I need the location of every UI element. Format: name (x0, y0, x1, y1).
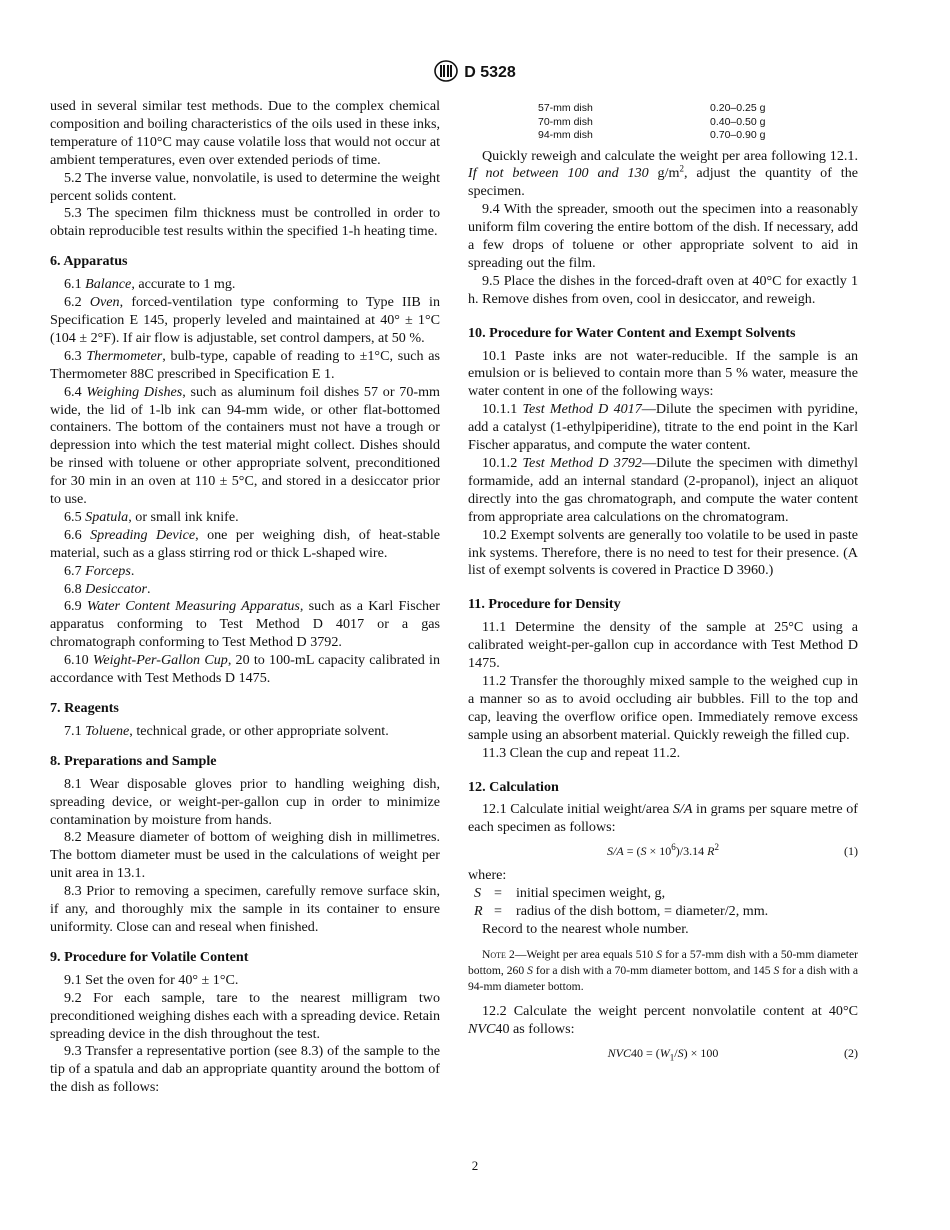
definition-s: S = initial specimen weight, g, (474, 885, 666, 902)
section-12-1: 12.1 Calculate initial weight/area S/A in grams per square metre of each specimen as follows: (468, 801, 858, 836)
section-9-3-continued: Quickly reweigh and calculate the weight per area following 12.1. If not between 100 and 130 $g/m^2$, adjust the quantity of the specimen. (468, 147, 858, 200)
section-5-2: 5.2 The inverse value, nonvolatile, is used to determine the weight percent solids content. (50, 169, 440, 204)
section-6-3: 6.3 Thermometer, bulb-type, capable of reading to ±1°C, such as Thermometer 88C prescribed in Specification E 1. (50, 347, 440, 382)
equation-2: $NVC40 = (W_1/S) \times 100$ (2) (607, 1045, 858, 1062)
section-10-1-1: 10.1.1 Test Method D 4017—Dilute the specimen with pyridine, add a catalyst (1-ethylpiperidine), titrate to the end point in the Karl Fischer apparatus, and compute the water content. (468, 401, 858, 454)
section-6-4: 6.4 Weighing Dishes, such as aluminum foil dishes 57 or 70-mm wide, the lid of 1-lb ink can 94-mm wide, or other flat-bottomed containers. The bottom of the containers must not have a trough or depression into which the test material might collect. Dishes should be rinsed with toluene or other appropriate solvent, preconditioned for 30 min in an oven at 110 ± 5°C, and stored in a desiccator prior to use. (50, 383, 441, 508)
section-6-9: 6.9 Water Content Measuring Apparatus, such as a Karl Fischer apparatus conforming to Test Method D 4017 or a gas chromatograph conforming to Test Method D 3792. (50, 598, 440, 651)
section-6-1: 6.1 Balance, accurate to 1 mg. (64, 276, 236, 293)
equation-number: (2) (844, 1045, 858, 1060)
section-9-4: 9.4 With the spreader, smooth out the specimen into a reasonably uniform film covering the entire bottom of the dish. If necessary, add a few drops of toluene or other appropriate solvent to aid in spreading out the film. (468, 201, 858, 271)
heading-volatile-content: 9. Procedure for Volatile Content (50, 948, 249, 965)
table-row: 94-mm dish 0.70–0.90 g (538, 129, 766, 141)
section-11-3: 11.3 Clean the cup and repeat 11.2. (482, 744, 681, 761)
section-6-10: 6.10 Weight-Per-Gallon Cup, 20 to 100-mL capacity calibrated in accordance with Test Methods D 1475. (50, 652, 440, 687)
record-instruction: Record to the nearest whole number. (482, 920, 689, 937)
section-6-6: 6.6 Spreading Device, one per weighing dish, of heat-stable material, such as a glass stirring rod or thick L-shaped wire. (50, 526, 441, 561)
section-11-2: 11.2 Transfer the thoroughly mixed sample to the weighed cup in a manner so as to avoid occluding air bubbles. Fill to the top and cap, leaving the overflow orifice open. Immediately remove excess sample using an absorbent material. Quickly reweigh the filled cup. (468, 672, 858, 743)
heading-reagents: 7. Reagents (50, 700, 119, 716)
section-12-2: 12.2 Calculate the weight percent nonvolatile content at 40°C NVC40 as follows: (468, 1002, 858, 1037)
heading-preparations: 8. Preparations and Sample (50, 752, 217, 769)
section-7-1: 7.1 Toluene, technical grade, or other appropriate solvent. (64, 722, 389, 739)
section-6-5: 6.5 Spatula, or small ink knife. (64, 508, 239, 525)
table-row: 57-mm dish 0.20–0.25 g (538, 102, 766, 114)
heading-apparatus: 6. Apparatus (50, 253, 128, 270)
section-5-3: 5.3 The specimen film thickness must be controlled in order to obtain reproducible test results within the specified 1-h heating time. (50, 205, 440, 240)
section-6-8: 6.8 Desiccator. (64, 580, 151, 597)
where-label: where: (468, 867, 507, 884)
section-9-3: 9.3 Transfer a representative portion (see 8.3) of the sample to the tip of a spatula and dab an appropriate quantity around the bottom of the dish as follows: (50, 1043, 440, 1096)
section-9-1: 9.1 Set the oven for 40° ± 1°C. (64, 971, 239, 988)
page-header (0, 62, 950, 84)
definition-r: R = radius of the dish bottom, = diameter/2, mm. (474, 902, 769, 919)
right-column (468, 98, 858, 1068)
section-8-1: 8.1 Wear disposable gloves prior to handling weighing dish, spreading device, or weight-per-gallon cup in order to minimize contamination by moisture from hands. (50, 775, 440, 828)
section-6-7: 6.7 Forceps. (64, 562, 135, 579)
heading-water-content: 10. Procedure for Water Content and Exempt Solvents (468, 324, 796, 341)
heading-density: 11. Procedure for Density (468, 596, 621, 613)
equation-number: (1) (844, 844, 858, 859)
page-number: 2 (471, 1158, 479, 1173)
equation-1: $S/A = (S \times 10^6)/3.14$ $R^2$ (1) (468, 843, 858, 861)
note-2: Note 2—Weight per area equals 510 S for a 57-mm dish with a 50-mm diameter bottom, 260 S for a dish with a 70-mm diameter bottom, and 145 S for a dish with a 94-mm diameter bottom. (468, 947, 858, 993)
astm-logo-icon (434, 60, 458, 82)
section-9-2: 9.2 For each sample, tare to the nearest milligram two preconditioned weighing dishes each with a spreading device. Retain spreading device in the dish throughout the test. (50, 989, 440, 1042)
section-8-2: 8.2 Measure diameter of bottom of weighing dish in millimetres. The bottom diameter must be used in the calculations of weight per unit area in 13.1. (50, 829, 440, 882)
section-11-1: 11.1 Determine the density of the sample at 25°C using a calibrated weight-per-gallon cup in accordance with Test Method D 1475. (468, 619, 858, 672)
section-6-2: 6.2 Oven, forced-ventilation type conforming to Type IIB in Specification E 145, properly leveled and maintained at 40° ± 1°C (104 ± 2°F). If air flow is adjustable, set control dampers, at 50 %. (50, 294, 440, 346)
section-9-5: 9.5 Place the dishes in the forced-draft oven at 40°C for exactly 1 h. Remove dishes from oven, cool in desiccator, and reweigh. (468, 272, 858, 307)
paragraph: used in several similar test methods. Due to the complex chemical composition and boiling characteristics of the oils used in these inks, temperature of 110°C may cause volatile loss that would not occur at ambient temperatures, even over extended periods of time. (50, 98, 440, 168)
document-designation: D 5328 (464, 64, 516, 82)
dish-quantity-table (538, 102, 808, 143)
table-row: 70-mm dish 0.40–0.50 g (538, 115, 766, 128)
section-8-3: 8.3 Prior to removing a specimen, carefully remove surface skin, if any, and thoroughly mix the sample in its container to ensure uniformity. Close can and reseal when finished. (50, 883, 440, 935)
heading-calculation: 12. Calculation (468, 778, 559, 795)
left-column (50, 98, 440, 1097)
section-10-2: 10.2 Exempt solvents are generally too volatile to be used in paste ink systems. Therefore, there is no need to test for their presence. (A list of exempt solvents is covered in Practice D 3960.) (468, 526, 858, 579)
section-10-1-2: 10.1.2 Test Method D 3792—Dilute the specimen with dimethyl formamide, add an internal standard (2-propanol), inject an aliquot directly into the gas chromatograph, and compute the water content from appropriate area calculations on the chromatogram. (468, 455, 858, 525)
section-10-1: 10.1 Paste inks are not water-reducible. If the sample is an emulsion or is believed to contain more than 5 % water, measure the water content in one of the following ways: (468, 347, 858, 400)
